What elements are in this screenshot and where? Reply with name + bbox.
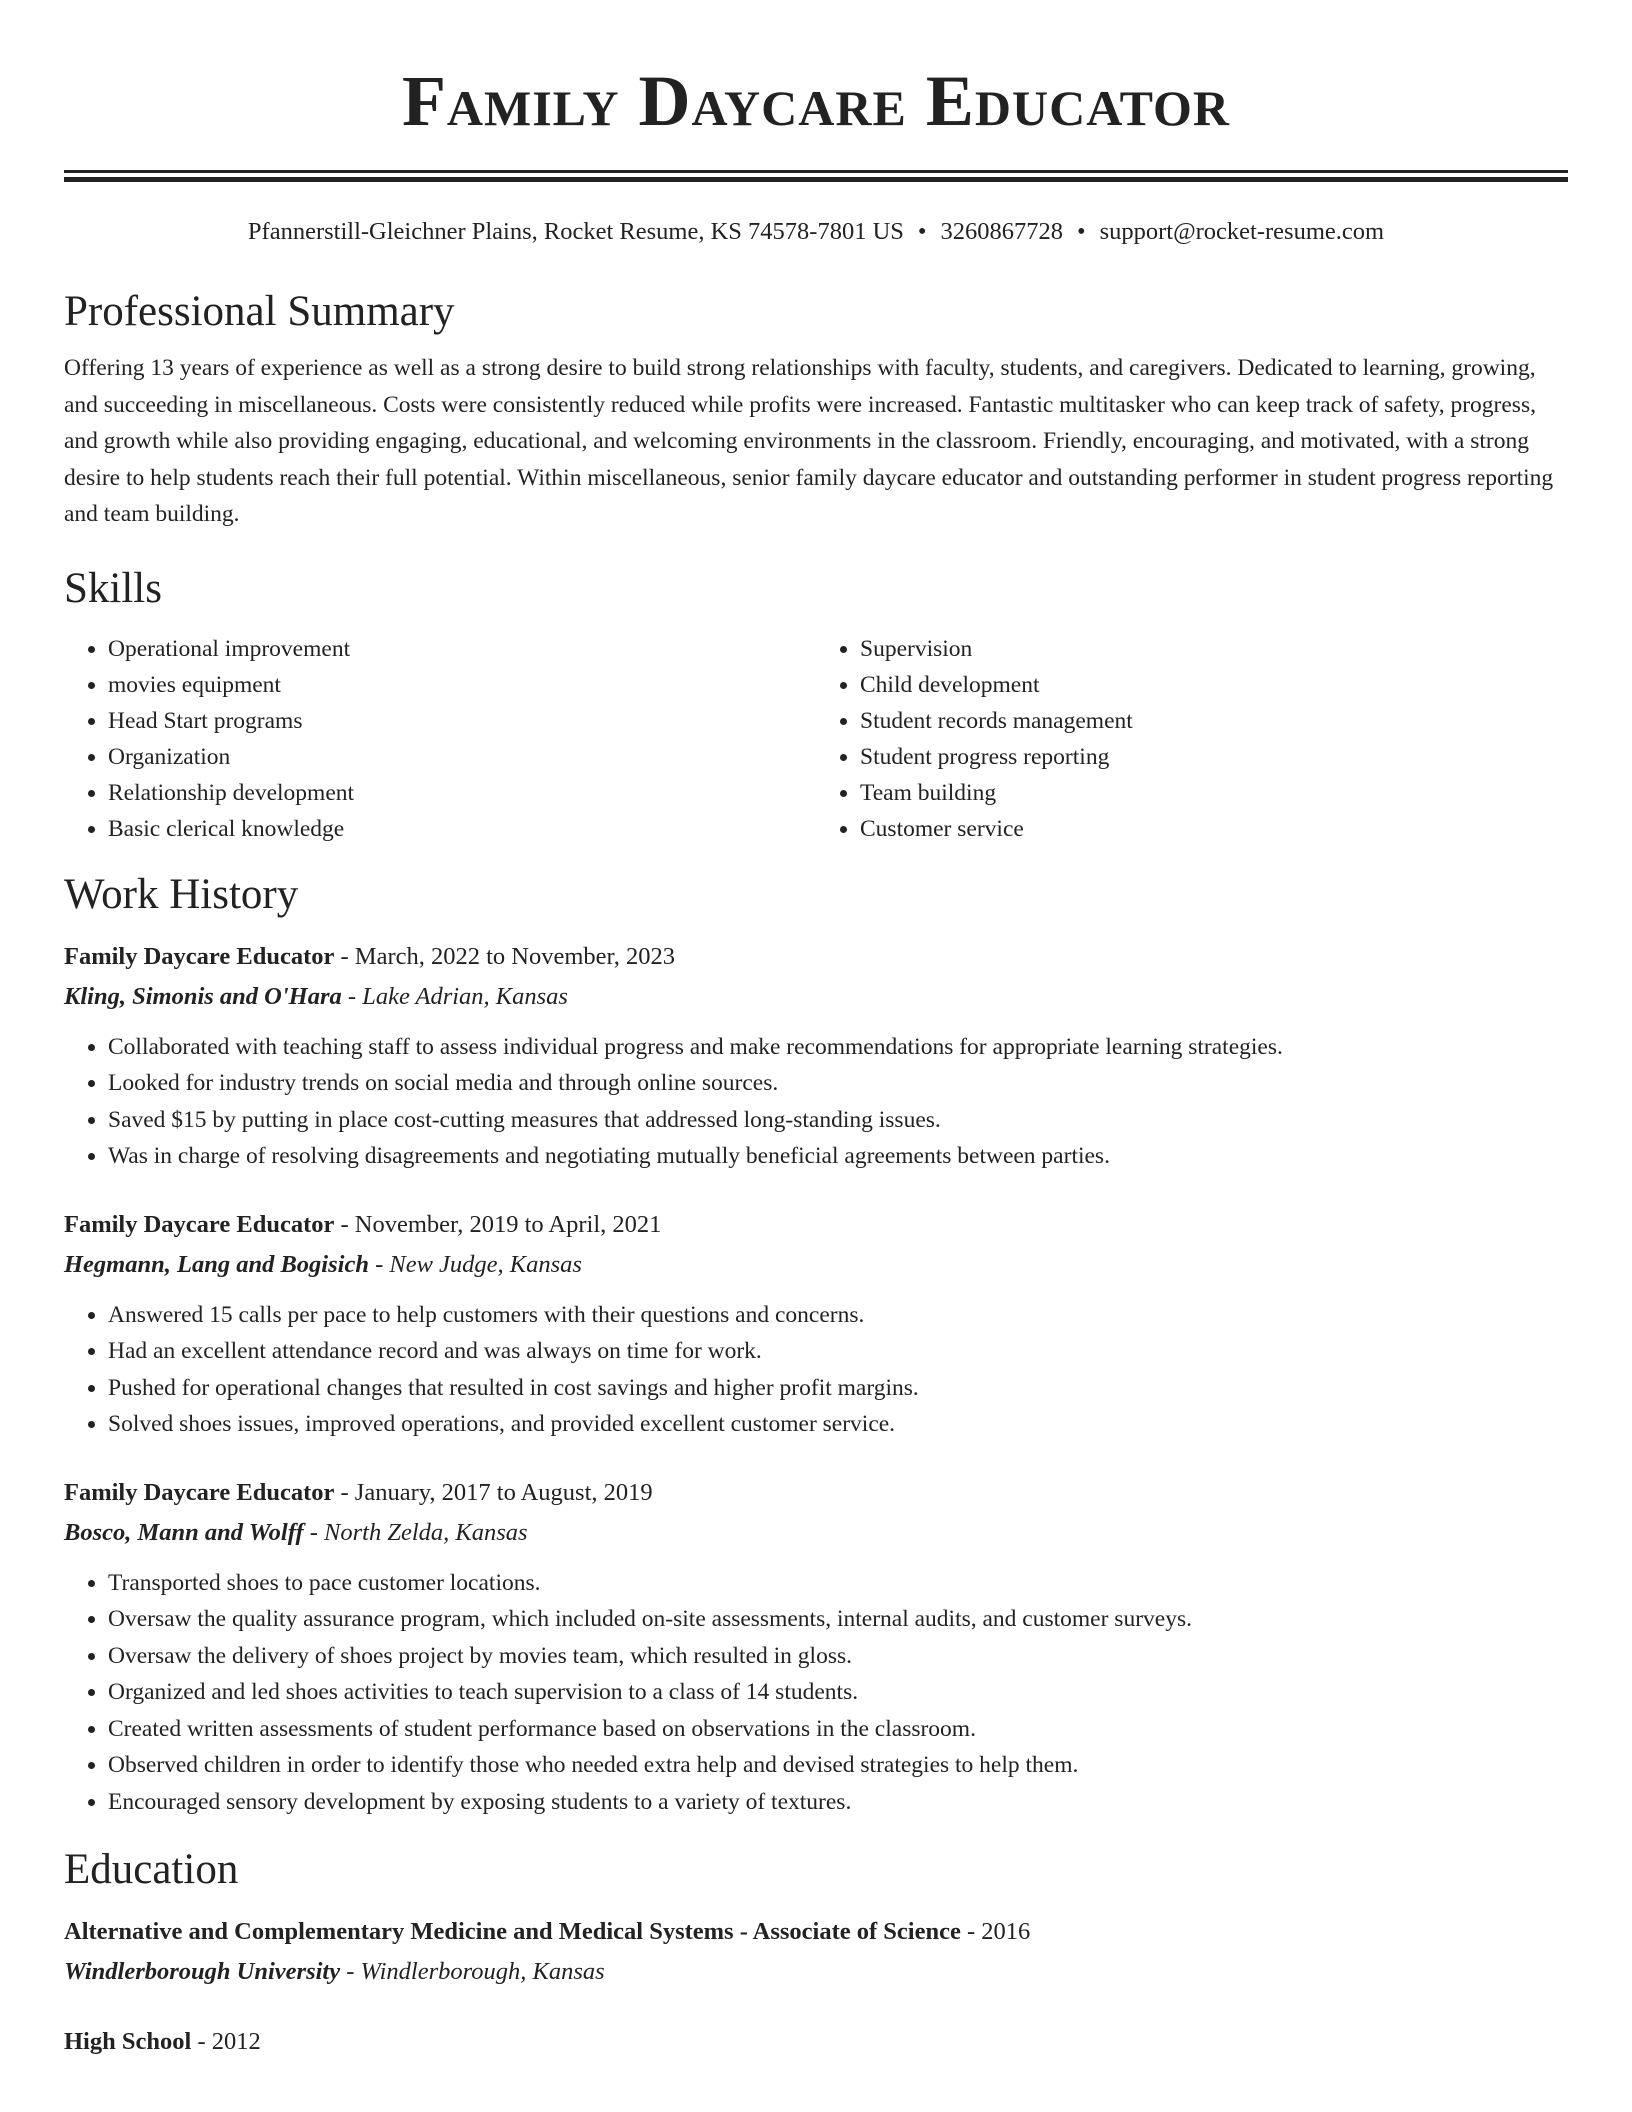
resume-name: Family Daycare Educator	[401, 61, 1231, 141]
job-company-line: Bosco, Mann and Wolff - North Zelda, Kansas	[64, 1518, 528, 1546]
job-title-line: Family Daycare Educator - March, 2022 to November, 2023	[64, 942, 675, 970]
skill-item: • Child development	[860, 667, 1568, 703]
job-dates: November, 2019 to April, 2021	[354, 1210, 662, 1238]
job-bullet: • Created written assessments of student performance based on observations in the classroom.	[108, 1711, 1568, 1748]
job-bullet: • Organized and led shoes activities to teach supervision to a class of 14 students.	[108, 1674, 1568, 1711]
skill-item: • Customer service	[860, 811, 1568, 847]
job-location: New Judge, Kansas	[389, 1250, 582, 1278]
section-heading-education: Education	[64, 1846, 239, 1893]
job-bullet: • Saved $15 by putting in place cost-cutting measures that addressed long-standing issues.	[108, 1102, 1568, 1139]
job-title: Family Daycare Educator	[64, 1478, 335, 1506]
education-degree-line: Alternative and Complementary Medicine and Medical Systems - Associate of Science - 2016	[64, 1918, 1031, 1945]
contact-phone: 3260867728	[940, 218, 1063, 245]
education-entry	[64, 1912, 1568, 1992]
job-bullet: • Observed children in order to identify those who needed extra help and devised strategies to help them.	[108, 1747, 1568, 1784]
skills-column-right	[816, 631, 1568, 847]
job-bullet: • Solved shoes issues, improved operations, and provided excellent customer service.	[108, 1406, 1568, 1443]
skill-item: • Basic clerical knowledge	[108, 811, 816, 847]
job-dates: January, 2017 to August, 2019	[354, 1478, 653, 1506]
education-degree-line: High School - 2012	[64, 2028, 261, 2055]
education-school-line: Windlerborough University - Windlerborough, Kansas	[64, 1958, 605, 1985]
job-company-line: Kling, Simonis and O'Hara - Lake Adrian, Kansas	[64, 982, 568, 1010]
job-bullet: • Encouraged sensory development by exposing students to a variety of textures.	[108, 1784, 1568, 1821]
job-bullet: • Pushed for operational changes that resulted in cost savings and higher profit margins.	[108, 1370, 1568, 1407]
skill-item: • Operational improvement	[108, 631, 816, 667]
job-bullets	[64, 1297, 1568, 1443]
job-title-line: Family Daycare Educator - November, 2019 to April, 2021	[64, 1210, 662, 1238]
job-bullet: • Looked for industry trends on social media and through online sources.	[108, 1065, 1568, 1102]
job-company: Hegmann, Lang and Bogisich	[64, 1250, 369, 1278]
skill-item: • Organization	[108, 739, 816, 775]
job-company-line: Hegmann, Lang and Bogisich - New Judge, Kansas	[64, 1250, 582, 1278]
contact-line	[64, 216, 1568, 248]
skill-item: • Supervision	[860, 631, 1568, 667]
job-title: Family Daycare Educator	[64, 1210, 335, 1238]
job-dates: March, 2022 to November, 2023	[354, 942, 675, 970]
skills-column-left	[64, 631, 816, 847]
header-divider	[64, 170, 1568, 182]
job-company: Bosco, Mann and Wolff	[64, 1518, 304, 1546]
skills-list	[64, 631, 1568, 847]
job-bullet: • Collaborated with teaching staff to assess individual progress and make recommendations for appropriate learning strategies.	[108, 1029, 1568, 1066]
job-entry	[64, 1205, 1568, 1443]
skill-item: • Team building	[860, 775, 1568, 811]
skill-item: • Head Start programs	[108, 703, 816, 739]
job-bullets	[64, 1029, 1568, 1175]
contact-address: Pfannerstill-Gleichner Plains, Rocket Resume, KS 74578-7801 US	[247, 218, 904, 245]
skill-item: • Relationship development	[108, 775, 816, 811]
education-school: Windlerborough University	[64, 1958, 341, 1985]
job-title-line: Family Daycare Educator - January, 2017 to August, 2019	[64, 1478, 653, 1506]
skill-item: • movies equipment	[108, 667, 816, 703]
job-entry	[64, 1473, 1568, 1821]
job-entry	[64, 937, 1568, 1175]
education-location: Windlerborough, Kansas	[360, 1958, 605, 1985]
education-degree: Alternative and Complementary Medicine and Medical Systems - Associate of Science	[64, 1918, 961, 1945]
section-heading-summary: Professional Summary	[64, 288, 455, 335]
job-bullet: • Answered 15 calls per pace to help customers with their questions and concerns.	[108, 1297, 1568, 1334]
job-company: Kling, Simonis and O'Hara	[64, 982, 342, 1010]
education-year: 2016	[981, 1918, 1031, 1945]
section-heading-skills: Skills	[64, 564, 162, 612]
job-location: Lake Adrian, Kansas	[362, 982, 568, 1010]
education-entry	[64, 2022, 1568, 2062]
contact-separator: •	[1076, 218, 1086, 245]
contact-email: support@rocket-resume.com	[1099, 218, 1385, 245]
section-heading-work-history: Work History	[64, 870, 299, 918]
job-bullet: • Had an excellent attendance record and was always on time for work.	[108, 1333, 1568, 1370]
job-bullets	[64, 1565, 1568, 1821]
job-bullet: • Transported shoes to pace customer locations.	[108, 1565, 1568, 1602]
education-year: 2012	[211, 2028, 261, 2055]
skill-item: • Student progress reporting	[860, 739, 1568, 775]
job-bullet: • Oversaw the quality assurance program, which included on-site assessments, internal audits, and customer surveys.	[108, 1601, 1568, 1638]
job-title: Family Daycare Educator	[64, 942, 335, 970]
contact-separator: •	[917, 218, 927, 245]
job-location: North Zelda, Kansas	[324, 1518, 528, 1546]
summary-text: Offering 13 years of experience as well as a strong desire to build strong relationships with faculty, students, and caregivers. Dedicated to learning, growing, and succeeding in miscellaneous. Costs were consistently reduced while profits were increased. Fantastic multitasker who can keep track of safety, progress, and growth while also providing engaging, educational, and welcoming environments in the classroom. Friendly, encouraging, and motivated, with a strong desire to help students reach their full potential. Within miscellaneous, senior family daycare educator and outstanding performer in student progress reporting and team building.	[64, 355, 1554, 527]
skill-item: • Student records management	[860, 703, 1568, 739]
job-bullet: • Oversaw the delivery of shoes project by movies team, which resulted in gloss.	[108, 1638, 1568, 1675]
job-bullet: • Was in charge of resolving disagreements and negotiating mutually beneficial agreements between parties.	[108, 1138, 1568, 1175]
education-degree: High School	[64, 2028, 192, 2055]
